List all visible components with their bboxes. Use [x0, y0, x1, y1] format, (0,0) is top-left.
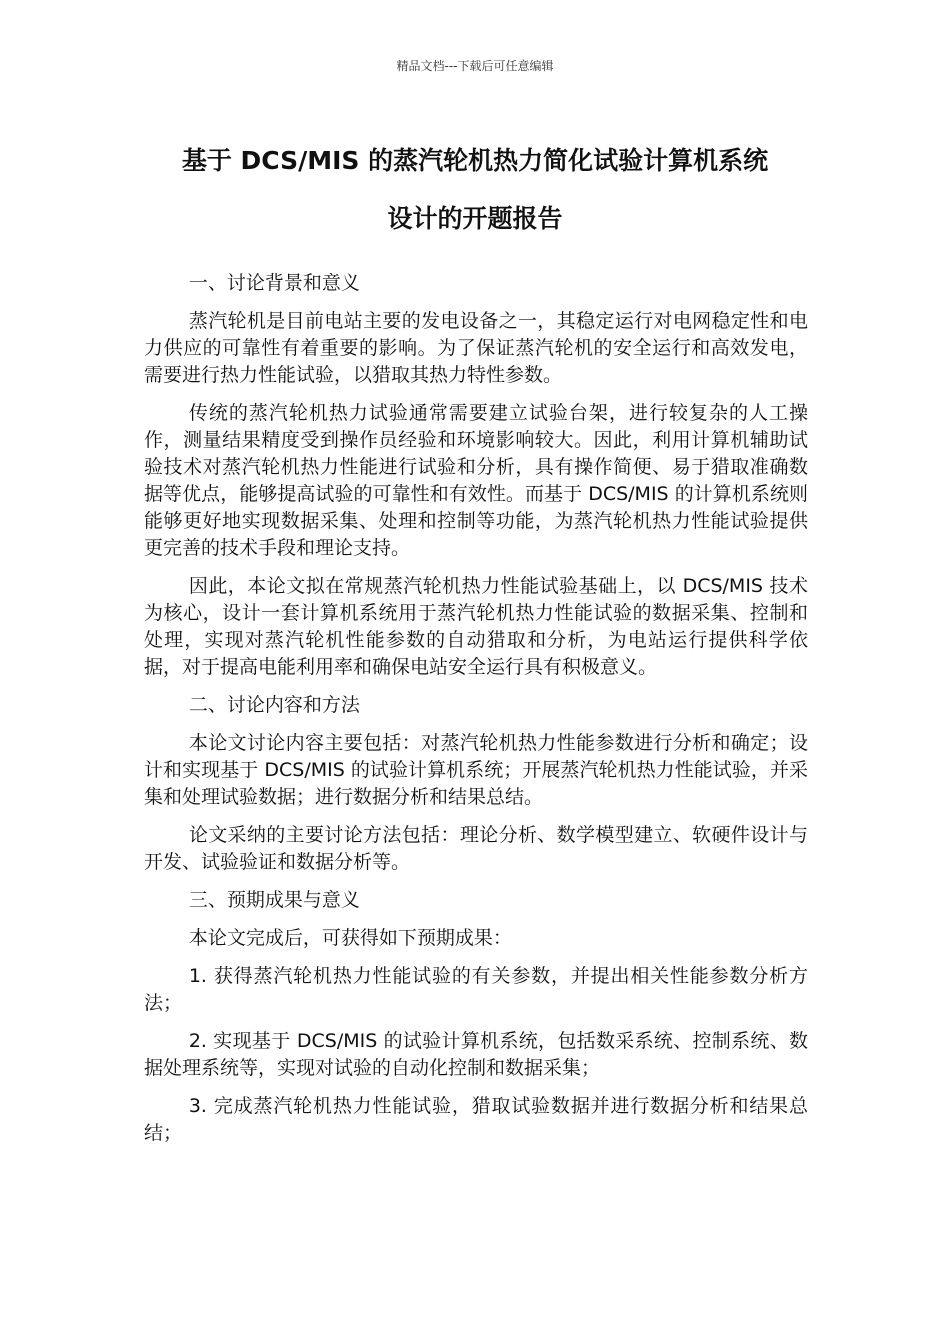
title-line-2: 设计的开题报告 — [387, 204, 563, 233]
document-title — [0, 132, 950, 248]
paragraph: 本论文完成后，可获得如下预期成果： — [188, 927, 512, 949]
list-item: 2. 实现基于 DCS/MIS 的试验计算机系统，包括数采系统、控制系统、数据处理系统等，实现对试验的自动化控制和数据采集； — [144, 1030, 808, 1079]
header-note: 精品文档---下载后可任意编辑 — [396, 59, 554, 73]
paragraph: 传统的蒸汽轮机热力试验通常需要建立试验台架，进行较复杂的人工操作，测量结果精度受到操作员经验和环境影响较大。因此，利用计算机辅助试验技术对蒸汽轮机热力性能进行试验和分析，具有操作简便、易于猎取准确数据等优点，能够提高试验的可靠性和有效性。而基于 DCS/MIS 的计算机系统则能够更好地实现数据采集、处理和控制等功能，为蒸汽轮机热力性能试验提供更完善的技术手段和理论支持。 — [144, 402, 808, 559]
paragraph: 论文采纳的主要讨论方法包括：理论分析、数学模型建立、软硬件设计与开发、试验验证和数据分析等。 — [144, 824, 808, 873]
section-heading-background: 一、讨论背景和意义 — [188, 272, 360, 294]
list-item: 3. 完成蒸汽轮机热力性能试验，猎取试验数据并进行数据分析和结果总结； — [144, 1095, 808, 1144]
document-body — [144, 270, 808, 1158]
paragraph: 因此，本论文拟在常规蒸汽轮机热力性能试验基础上，以 DCS/MIS 技术为核心，设计一套计算机系统用于蒸汽轮机热力性能试验的数据采集、控制和处理，实现对蒸汽轮机性能参数的自动猎取和分析，为电站运行提供科学依据，对于提高电能利用率和确保电站安全运行具有积极意义。 — [144, 575, 808, 678]
title-line-1: 基于 DCS/MIS 的蒸汽轮机热力简化试验计算机系统 — [181, 146, 769, 175]
list-item: 1. 获得蒸汽轮机热力性能试验的有关参数，并提出相关性能参数分析方法； — [144, 965, 808, 1014]
section-heading-content-methods: 二、讨论内容和方法 — [188, 694, 360, 716]
section-heading-expected-results: 三、预期成果与意义 — [188, 889, 360, 911]
paragraph: 本论文讨论内容主要包括：对蒸汽轮机热力性能参数进行分析和确定；设计和实现基于 DCS/MIS 的试验计算机系统；开展蒸汽轮机热力性能试验，并采集和处理试验数据；进行数据分析和结果总结。 — [144, 732, 808, 808]
paragraph: 蒸汽轮机是目前电站主要的发电设备之一，其稳定运行对电网稳定性和电力供应的可靠性有着重要的影响。为了保证蒸汽轮机的安全运行和高效发电，需要进行热力性能试验，以猎取其热力特性参数。 — [144, 310, 808, 386]
